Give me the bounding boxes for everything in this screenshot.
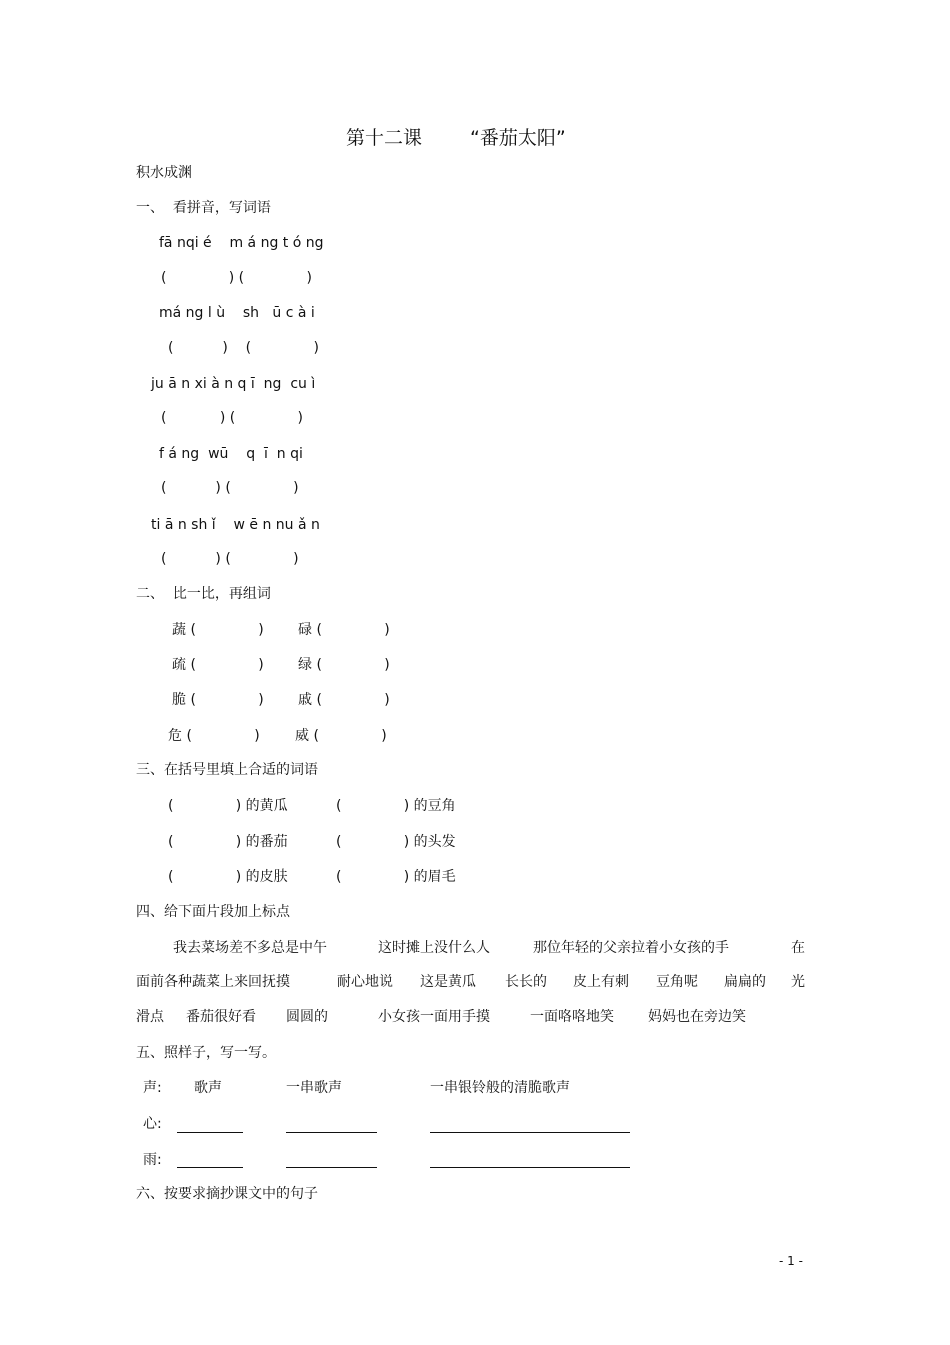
lesson-number: 第十二课 <box>346 127 423 149</box>
q1-heading: 一、 看拼音，写词语 <box>136 200 271 216</box>
q1-pinyin-2: má ng l ù sh ū c à i <box>159 305 315 321</box>
q2-left-3: 脆 ( ) <box>172 692 264 708</box>
q2-heading: 二、 比一比，再组词 <box>136 586 271 602</box>
q2-left-2: 疏 ( ) <box>172 657 264 673</box>
passage-phrase: 皮上有刺 <box>573 974 629 990</box>
answer-line[interactable] <box>430 1167 630 1168</box>
q2-right-3: 戚 ( ) <box>298 692 390 708</box>
passage-phrase: 这时摊上没什么人 <box>378 940 490 956</box>
page-number: - 1 - <box>779 1254 803 1268</box>
answer-line[interactable] <box>286 1132 377 1133</box>
q3-right-2: ( ) 的头发 <box>336 834 456 850</box>
passage-phrase: 扁扁的 <box>724 974 766 990</box>
q1-pinyin-1: fā nqi é m á ng t ó ng <box>159 235 324 251</box>
q3-right-1: ( ) 的豆角 <box>336 798 456 814</box>
q2-left-4: 危 ( ) <box>168 728 260 744</box>
q1-blank-2: ( ) ( ) <box>168 340 319 356</box>
q5-row-label: 雨: <box>143 1152 162 1168</box>
q5-row-label: 心: <box>143 1116 162 1132</box>
q3-right-3: ( ) 的眉毛 <box>336 869 456 885</box>
passage-phrase: 小女孩一面用手摸 <box>378 1009 490 1025</box>
q1-blank-1: ( ) ( ) <box>161 270 312 286</box>
passage-phrase: 番茄很好看 <box>186 1009 256 1025</box>
section-label: 积水成渊 <box>136 165 192 181</box>
passage-phrase: 长长的 <box>505 974 547 990</box>
q5-example-b: 一串歌声 <box>286 1080 342 1096</box>
q2-left-1: 蔬 ( ) <box>172 622 264 638</box>
q1-blank-5: ( ) ( ) <box>161 551 299 567</box>
q3-left-1: ( ) 的黄瓜 <box>168 798 288 814</box>
q1-pinyin-4: f á ng wū q ī n qi <box>159 446 303 462</box>
passage-phrase: 这是黄瓜 <box>420 974 476 990</box>
q2-right-2: 绿 ( ) <box>298 657 390 673</box>
lesson-title: “番茄太阳” <box>470 127 566 149</box>
q2-right-1: 碌 ( ) <box>298 622 390 638</box>
q3-heading: 三、在括号里填上合适的词语 <box>136 762 318 778</box>
passage-phrase: 妈妈也在旁边笑 <box>648 1009 746 1025</box>
passage-phrase: 我去菜场差不多总是中午 <box>173 940 327 956</box>
answer-line[interactable] <box>177 1167 243 1168</box>
answer-line[interactable] <box>177 1132 243 1133</box>
passage-phrase: 耐心地说 <box>337 974 393 990</box>
passage-phrase: 光 <box>791 974 805 990</box>
q5-example-label: 声: <box>143 1080 162 1096</box>
passage-phrase: 那位年轻的父亲拉着小女孩的手 <box>533 940 729 956</box>
q3-left-2: ( ) 的番茄 <box>168 834 288 850</box>
passage-phrase: 滑点 <box>136 1009 164 1025</box>
q5-example-c: 一串银铃般的清脆歌声 <box>430 1080 570 1096</box>
q5-heading: 五、照样子，写一写。 <box>136 1045 276 1061</box>
q2-right-4: 威 ( ) <box>295 728 387 744</box>
q3-left-3: ( ) 的皮肤 <box>168 869 288 885</box>
passage-phrase: 豆角呢 <box>656 974 698 990</box>
answer-line[interactable] <box>286 1167 377 1168</box>
passage-phrase: 一面咯咯地笑 <box>530 1009 614 1025</box>
q1-pinyin-5: ti ā n sh ǐ w ē n nu ǎ n <box>151 517 320 533</box>
q1-blank-4: ( ) ( ) <box>161 480 299 496</box>
answer-line[interactable] <box>430 1132 630 1133</box>
passage-phrase: 面前各种蔬菜上来回抚摸 <box>136 974 290 990</box>
passage-phrase: 在 <box>791 940 805 956</box>
q4-heading: 四、给下面片段加上标点 <box>136 904 290 920</box>
passage-phrase: 圆圆的 <box>286 1009 328 1025</box>
q6-heading: 六、按要求摘抄课文中的句子 <box>136 1186 318 1202</box>
q1-pinyin-3: ju ā n xi à n q ī ng cu ì <box>151 376 316 392</box>
q1-blank-3: ( ) ( ) <box>161 410 304 426</box>
q5-example-a: 歌声 <box>194 1080 222 1096</box>
